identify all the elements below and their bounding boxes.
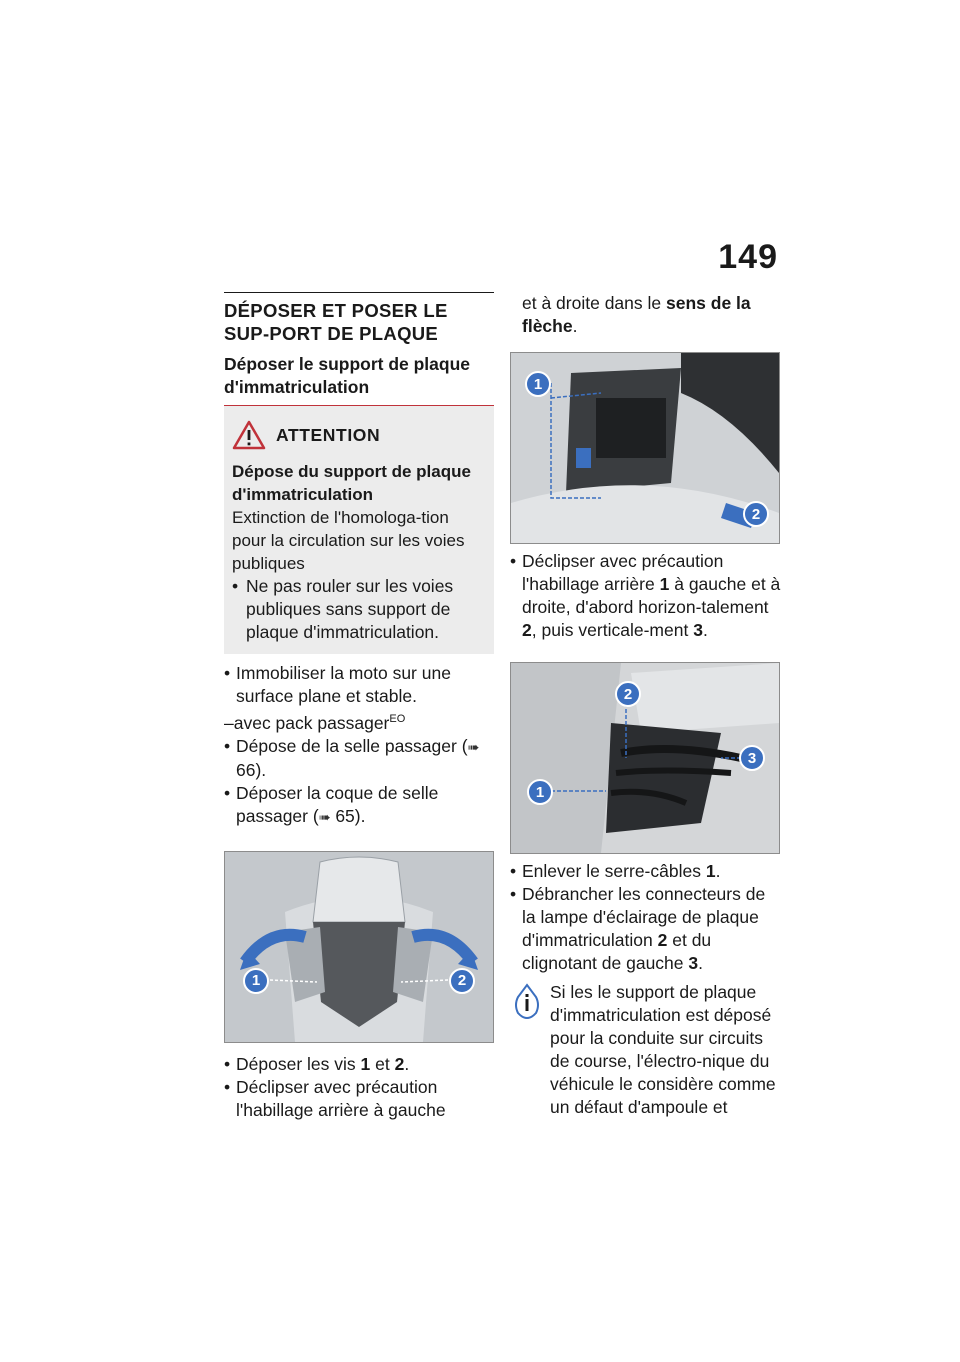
right-column [510, 292, 782, 1119]
list-item: • Déclipser avec précaution l'habillage arrière 1 à gauche et à droite, d'abord horizon-talement 2, puis verticale-ment 3. [510, 551, 781, 640]
callout-label: 2 [743, 501, 769, 527]
warning-triangle-icon [232, 420, 266, 450]
sub-title: Déposer le support de plaque d'immatriculation [224, 354, 471, 397]
callout-label: 2 [615, 681, 641, 707]
attention-heading: Dépose du support de plaque d'immatriculation [232, 462, 471, 504]
callout-label: 1 [527, 779, 553, 805]
list-item: • Déposer la coque de selle passager (➠ 65). [224, 782, 439, 826]
attention-bullet: • Ne pas rouler sur les voies publiques sans support de plaque d'immatriculation. [232, 575, 484, 644]
condition-line: –avec pack passager$^{EO}$ [224, 712, 406, 733]
callout-label: 1 [243, 968, 269, 994]
page-reference-arrow-icon: ➠ [318, 808, 331, 825]
callout-label: 3 [739, 745, 765, 771]
list-item: • Enlever le serre-câbles 1. [510, 861, 721, 881]
figure-connectors [510, 662, 780, 854]
figure-fairing-unclip [510, 352, 780, 544]
left-column [224, 292, 494, 1122]
list-item: • Déclipser avec précaution l'habillage arrière à gauche [224, 1076, 446, 1120]
info-note [510, 981, 782, 1119]
attention-bullet-text: Ne pas rouler sur les voies publiques sans support de plaque d'immatriculation. [246, 576, 454, 642]
attention-text: Extinction de l'homologa-tion pour la circulation sur les voies publiques [232, 508, 465, 573]
note-text: Si les le support de plaque d'immatriculation est déposé pour la conduite sur circuits de course, l'électro-nique du véhicule le considère comme un défaut d'ampoule et [550, 982, 776, 1117]
info-note-icon [510, 983, 544, 1028]
page-reference-arrow-icon: ➠ [467, 738, 480, 755]
list-item: • Débrancher les connecteurs de la lampe d'éclairage de plaque d'immatriculation 2 et du clignotant de gauche 3. [510, 884, 766, 973]
callout-label: 1 [525, 371, 551, 397]
list-item: • Immobiliser la moto sur une surface plane et stable. [224, 663, 451, 706]
list-item: • Dépose de la selle passager (➠ 66). [224, 735, 480, 780]
section-rule [224, 292, 494, 293]
callout-label: 2 [449, 968, 475, 994]
attention-box [224, 406, 494, 654]
continued-text: et à droite dans le sens de la flèche. [522, 293, 751, 336]
attention-title: ATTENTION [276, 424, 381, 445]
figure-rear-fairing-screws [224, 851, 494, 1043]
page-number: 149 [718, 238, 778, 276]
section-title: DÉPOSER ET POSER LE SUP-PORT DE PLAQUE [224, 300, 448, 344]
list-item: • Déposer les vis 1 et 2. [224, 1053, 410, 1074]
